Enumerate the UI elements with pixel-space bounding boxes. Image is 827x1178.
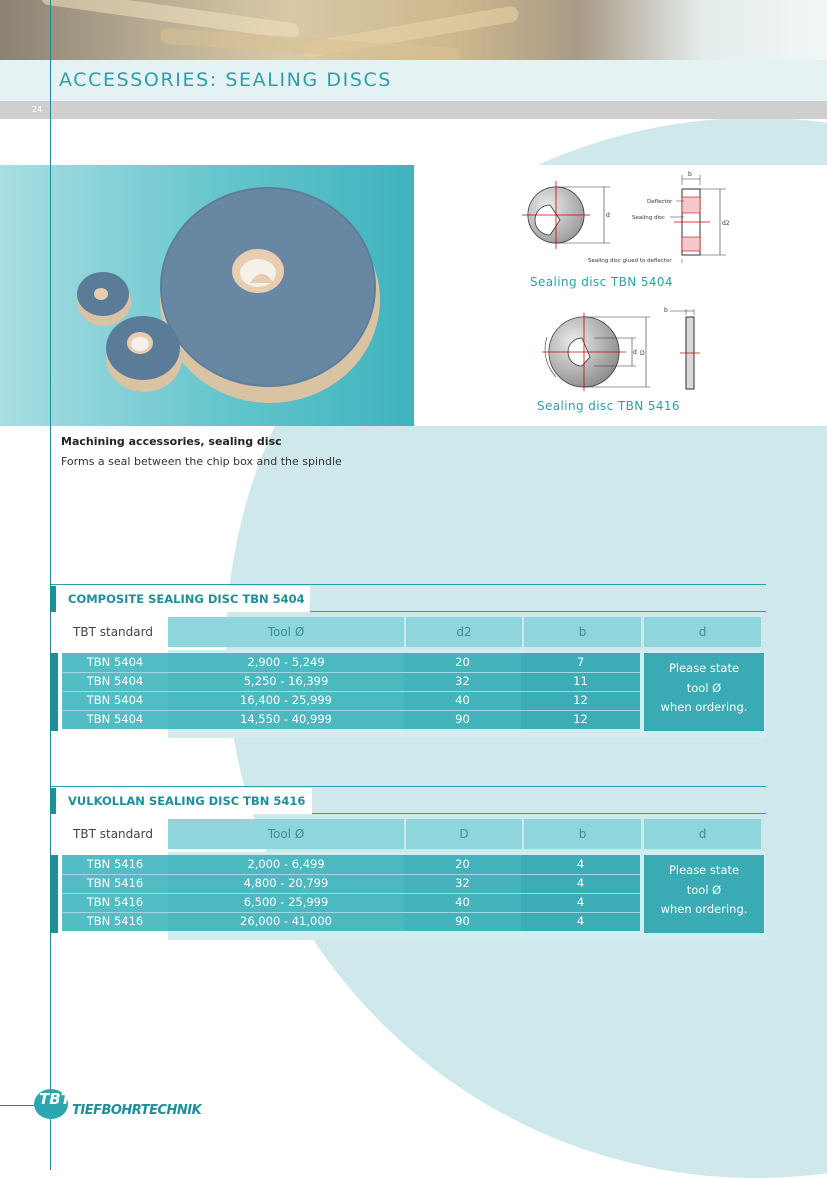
table-row — [62, 672, 640, 691]
table-row — [62, 912, 640, 931]
cell-D: 20 — [404, 855, 521, 874]
cell-standard: TBN 5416 — [62, 912, 168, 931]
row-separator — [62, 710, 640, 711]
caption-tbn-5416: Sealing disc TBN 5416 — [537, 399, 680, 413]
section-rule — [312, 813, 766, 814]
cell-b: 4 — [521, 874, 640, 893]
dim-d2-5404: d2 — [722, 220, 730, 227]
cell-tool-dia: 2,900 - 5,249 — [168, 653, 404, 672]
cell-D: 40 — [404, 893, 521, 912]
row-separator — [62, 893, 640, 894]
label-deflector: Deflector — [647, 199, 673, 205]
cell-b: 4 — [521, 855, 640, 874]
cell-standard: TBN 5416 — [62, 874, 168, 893]
product-photo — [0, 165, 414, 426]
header-b: b — [524, 617, 641, 647]
note-line: when ordering. — [660, 902, 748, 916]
dim-b-5404: b — [688, 171, 692, 178]
label-glued: Sealing disc glued to deflector — [588, 258, 672, 264]
label-sealing-disc: Sealing disc — [632, 215, 665, 221]
order-note-5416 — [644, 855, 764, 933]
note-line: tool Ø — [686, 882, 722, 897]
cell-tool-dia: 26,000 - 41,000 — [168, 912, 404, 931]
page-number-band — [0, 101, 827, 119]
cell-b: 12 — [521, 710, 640, 729]
header-b: b — [524, 819, 641, 849]
page-number: 24 — [32, 105, 43, 114]
cell-standard: TBN 5404 — [62, 691, 168, 710]
intro-text: Forms a seal between the chip box and the spindle — [61, 455, 342, 468]
technical-drawings — [414, 165, 827, 426]
caption-tbn-5404: Sealing disc TBN 5404 — [530, 275, 673, 289]
table-row — [62, 710, 640, 729]
cell-b: 4 — [521, 912, 640, 931]
cell-D: 90 — [404, 912, 521, 931]
note-line: Please state — [668, 863, 740, 877]
header-tool-dia: Tool Ø — [168, 617, 404, 647]
cell-standard: TBN 5404 — [62, 653, 168, 672]
footer-line — [0, 1105, 36, 1106]
row-marker — [50, 855, 58, 933]
cell-tool-dia: 6,500 - 25,999 — [168, 893, 404, 912]
header-tbt-standard: TBT standard — [60, 819, 166, 849]
row-marker — [50, 653, 58, 731]
table-row — [62, 653, 640, 672]
table-row — [62, 691, 640, 710]
cell-d2: 40 — [404, 691, 521, 710]
header-tool-dia: Tool Ø — [168, 819, 404, 849]
intro-title: Machining accessories, sealing disc — [61, 435, 282, 448]
cell-d2: 20 — [404, 653, 521, 672]
cell-standard: TBN 5416 — [62, 855, 168, 874]
cell-b: 11 — [521, 672, 640, 691]
dim-b-5416: b — [664, 307, 668, 314]
logo-wordmark: TIEFBOHRTECHNIK — [72, 1103, 202, 1118]
order-note-5404 — [644, 653, 764, 731]
dim-d-5416: d — [633, 349, 637, 356]
row-separator — [62, 874, 640, 875]
cell-tool-dia: 14,550 - 40,999 — [168, 710, 404, 729]
cell-standard: TBN 5404 — [62, 672, 168, 691]
section-title-5416: VULKOLLAN SEALING DISC TBN 5416 — [50, 788, 312, 814]
logo-abbreviation: TBT — [39, 1090, 71, 1108]
section-rule — [50, 584, 766, 585]
cell-standard: TBN 5416 — [62, 893, 168, 912]
cell-b: 4 — [521, 893, 640, 912]
header-d: d — [644, 819, 761, 849]
row-separator — [62, 691, 640, 692]
table-row — [62, 855, 640, 874]
cell-d2: 32 — [404, 672, 521, 691]
header-tbt-standard: TBT standard — [60, 617, 166, 647]
section-rule — [50, 786, 766, 787]
cell-b: 12 — [521, 691, 640, 710]
section-title-5404: COMPOSITE SEALING DISC TBN 5404 — [50, 586, 310, 612]
cell-tool-dia: 16,400 - 25,999 — [168, 691, 404, 710]
cell-d2: 90 — [404, 710, 521, 729]
cell-D: 32 — [404, 874, 521, 893]
header-D: D — [406, 819, 522, 849]
dim-d-5404: d — [606, 212, 610, 219]
cell-standard: TBN 5404 — [62, 710, 168, 729]
table-row — [62, 874, 640, 893]
note-line: when ordering. — [660, 700, 748, 714]
table-row — [62, 893, 640, 912]
header-photo — [0, 0, 827, 60]
page-title: ACCESSORIES: SEALING DISCS — [59, 69, 393, 91]
section-rule — [310, 611, 766, 612]
header-d: d — [644, 617, 761, 647]
row-separator — [62, 912, 640, 913]
note-line: Please state — [668, 661, 740, 675]
drawing-tbn-5404 — [414, 165, 827, 426]
header-d2: d2 — [406, 617, 522, 647]
cell-tool-dia: 2,000 - 6,499 — [168, 855, 404, 874]
note-line: tool Ø — [686, 680, 722, 695]
cell-tool-dia: 5,250 - 16,399 — [168, 672, 404, 691]
dim-D-5416: D — [640, 350, 645, 357]
cell-tool-dia: 4,800 - 20,799 — [168, 874, 404, 893]
row-separator — [62, 672, 640, 673]
cell-b: 7 — [521, 653, 640, 672]
margin-line — [50, 0, 51, 1170]
